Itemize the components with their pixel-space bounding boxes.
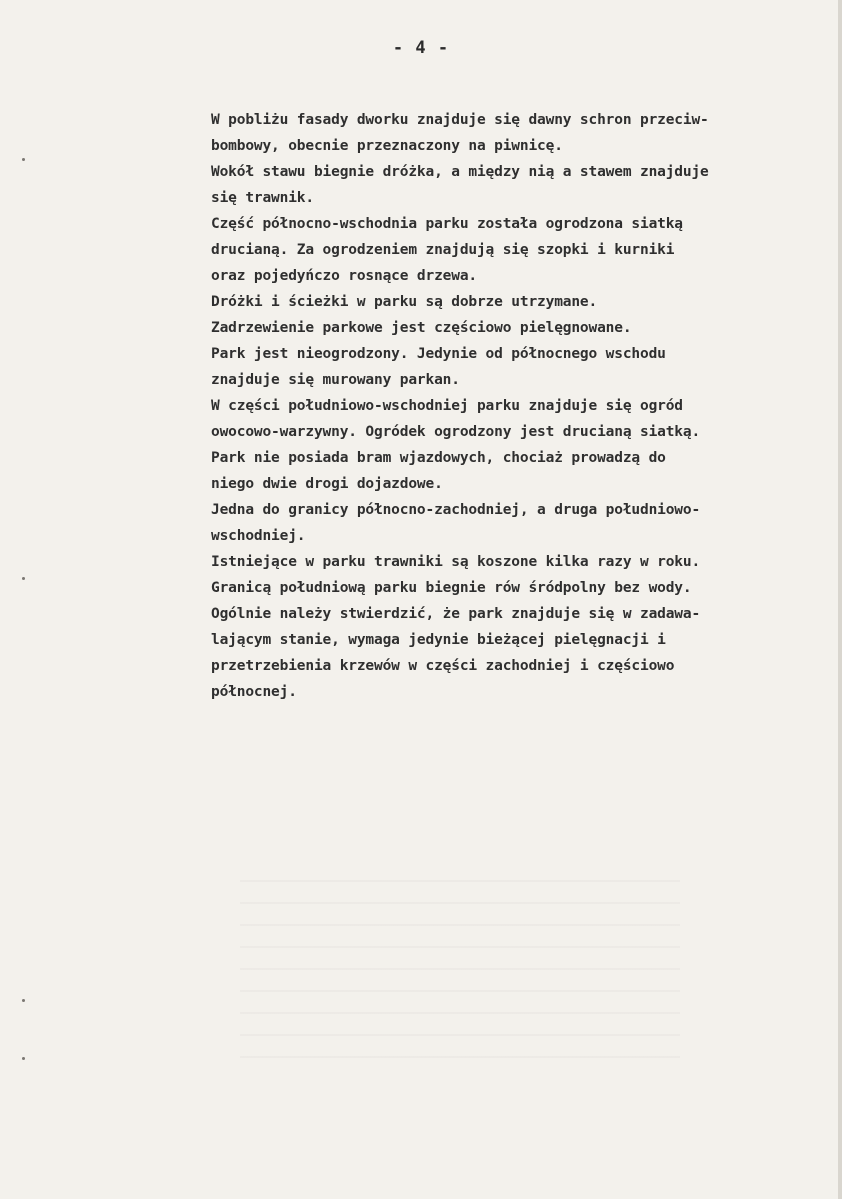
text-line: Park jest nieogrodzony. Jedynie od północnego wschodu	[211, 346, 666, 362]
typed-text-body	[211, 107, 821, 705]
text-line: Zadrzewienie parkowe jest częściowo pielęgnowane.	[211, 320, 632, 336]
margin-dot	[22, 577, 25, 580]
text-line: niego dwie drogi dojazdowe.	[211, 476, 443, 492]
text-line: znajduje się murowany parkan.	[211, 372, 460, 388]
text-line: Istniejące w parku trawniki są koszone kilka razy w roku.	[211, 554, 701, 570]
text-line: bombowy, obecnie przeznaczony na piwnicę.	[211, 138, 563, 154]
margin-dot	[22, 1057, 25, 1060]
text-line: wschodniej.	[211, 528, 306, 544]
text-line: drucianą. Za ogrodzeniem znajdują się szopki i kurniki	[211, 242, 675, 258]
text-line: Część północno-wschodnia parku została ogrodzona siatką	[211, 216, 683, 232]
page-number: - 4 -	[392, 38, 450, 58]
text-line: W pobliżu fasady dworku znajduje się dawny schron przeciw-	[211, 112, 709, 128]
text-line: Jedna do granicy północno-zachodniej, a druga południowo-	[211, 502, 701, 518]
text-line: przetrzebienia krzewów w części zachodniej i częściowo	[211, 658, 675, 674]
text-line: północnej.	[211, 684, 297, 700]
text-line: oraz pojedyńczo rosnące drzewa.	[211, 268, 477, 284]
page-edge	[838, 0, 842, 1199]
text-line: W części południowo-wschodniej parku znajduje się ogród	[211, 398, 683, 414]
text-line: się trawnik.	[211, 190, 314, 206]
margin-dot	[22, 158, 25, 161]
text-line: owocowo-warzywny. Ogródek ogrodzony jest drucianą siatką.	[211, 424, 701, 440]
text-line: Wokół stawu biegnie dróżka, a między nią a stawem znajduje	[211, 164, 709, 180]
text-line: lającym stanie, wymaga jedynie bieżącej pielęgnacji i	[211, 632, 666, 648]
text-line: Dróżki i ścieżki w parku są dobrze utrzymane.	[211, 294, 598, 310]
text-line: Ogólnie należy stwierdzić, że park znajduje się w zadawa-	[211, 606, 701, 622]
text-line: Park nie posiada bram wjazdowych, chociaż prowadzą do	[211, 450, 666, 466]
bleed-through-text	[240, 880, 680, 1070]
margin-dot	[22, 999, 25, 1002]
text-line: Granicą południową parku biegnie rów śródpolny bez wody.	[211, 580, 692, 596]
